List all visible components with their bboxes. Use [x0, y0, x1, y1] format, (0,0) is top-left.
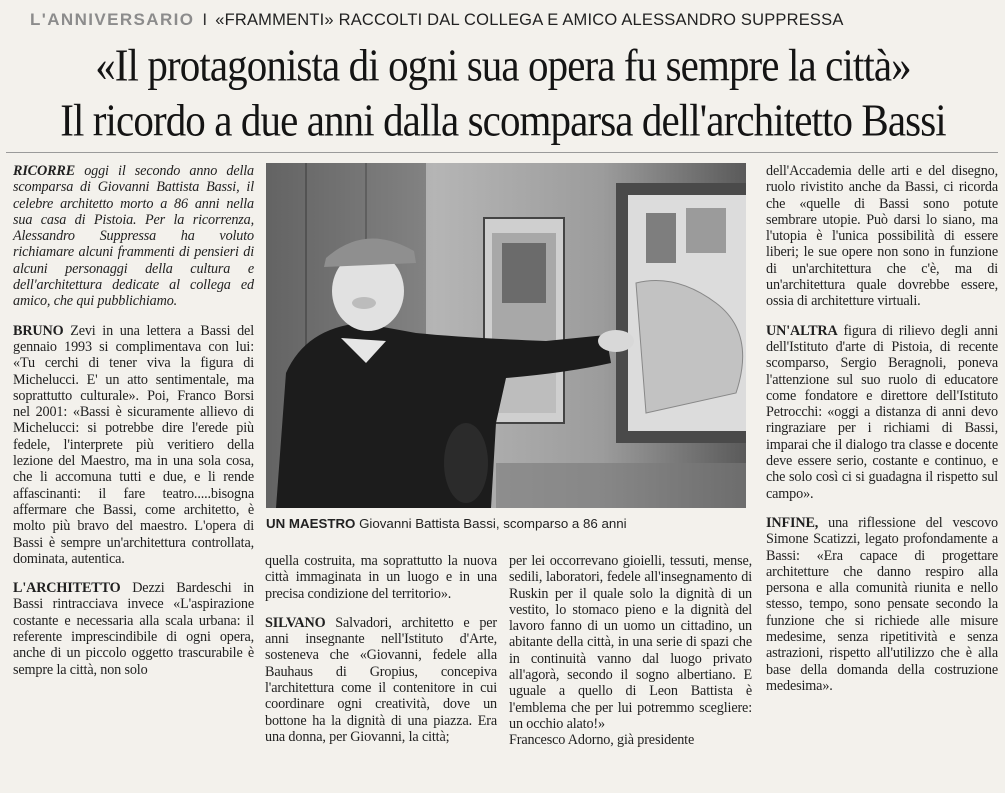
adorno-continued: dell'Accademia delle arti e del disegno, ruolo rivistito anche da Bassi, ci ricorda che «quelle di Bassi sono potute sembrare utopie. Può darsi lo siano, ma l'utopia è l'unica possibilità di essere liberi; le sue opere non sono in funzione di un'architettura che c'è, ma di un'architettura quale dovrebbe essere, ossia di architetture virtuali. [766, 163, 998, 310]
bruno-paragraph [13, 323, 254, 567]
infine-paragraph [766, 515, 998, 694]
architetto-text: Dezzi Bardeschi in Bassi rintracciava invece «L'aspirazione costante e necessaria alla scala urbana: il referente imprescindibile di ogni opera, anche di un piccolo oggetto trascurabile è sempre la città, non solo [13, 580, 254, 678]
altra-text: figura di rilievo degli anni dell'Istituto d'arte di Pistoia, di recente scomparso, Sergio Beragnoli, poneva l'attenzione sul suo ruolo di educatore come fondatore e direttore dell'Istituto Petrocchi: «oggi a distanza di anni devo ringraziare per i richiami di Bassi, imparai che il dialogo tra classe e docente deve essere serio, costante e continuo, e che solo così ci si guadagna il rispetto sul campo». [766, 322, 998, 502]
kicker [30, 8, 990, 32]
column-3 [509, 553, 752, 762]
headline-line-1: «Il protagonista di ogni sua opera fu sempre la città» [95, 40, 911, 91]
photo-bassi [266, 163, 746, 508]
bruno-text: Zevi in una lettera a Bassi del gennaio 1993 si complimentava con lui: «Tu cerchi di tener viva la figura di Michelucci. E' un atto sentimentale, ma soprattutto culturale». Poi, Franco Borsi nel 2001: «Bassi è sicuramente allievo di Michelucci: si potrebbe dire l'erede più fedele, l'interprete più veritiero della lezione del Maestro, ma in una sola cosa, che li accomuna tutti e due, e li rende affascinanti: il fare teatro.....bisogna affermare che Bassi, come architetto, è molto più bravo del maestro. L'opera di Bassi è sempre un'architettura controllata, dominata, autentica. [13, 322, 254, 567]
caption-lead: UN MAESTRO [266, 516, 356, 531]
altra-paragraph [766, 323, 998, 502]
photo-caption [266, 516, 752, 531]
column-4 [766, 163, 998, 707]
silvano-continued: per lei occorrevano gioielli, tessuti, mense, sedili, laboratori, fedele all'insegnamento di Ruskin per il quale solo la dignità di un vestito, lo stomaco pieno e la dignità del lavoro fanno di un uomo un cittadino, un abitante della città, in una serie di spazi che in continuità vanno dal luogo privato all'agorà, secondo il sogno albertiano. E uguale a quello di Leon Battista è l'emblema che per lui potremmo scegliere: un occhio alato!» [509, 553, 752, 732]
infine-lead: INFINE, [766, 514, 819, 531]
infine-text: una riflessione del vescovo Simone Scatizzi, legato profondamente a Bassi: «Era capace di progettare architetture che danno respiro alla persona e alla comunità riunita e nello stesso, tempo, sono pensate secondo la funzione che si richiede alle misure medesime, senza ripetitività e senza astrazioni, rispetto all'utilizzo che è alla base della domanda della costruzione medesima». [766, 514, 998, 694]
kicker-separator: I [202, 10, 208, 29]
kicker-tag: L'ANNIVERSARIO [30, 10, 195, 29]
intro-paragraph [13, 163, 254, 310]
silvano-paragraph [265, 615, 497, 745]
silvano-lead: SILVANO [265, 614, 326, 631]
column-2 [265, 553, 497, 758]
headline-line-2: Il ricordo a due anni dalla scomparsa dell'architetto Bassi [60, 95, 946, 146]
headline-rule [6, 152, 998, 153]
kicker-text: «FRAMMENTI» RACCOLTI DAL COLLEGA E AMICO ALESSANDRO SUPPRESSA [215, 11, 844, 29]
column-1 [13, 163, 254, 691]
photo-illustration [266, 163, 746, 508]
intro-text: oggi il secondo anno della scomparsa di Giovanni Battista Bassi, il celebre architetto morto a 86 anni nella sua casa di Pistoia. Per la ricorrenza, Alessandro Suppressa ha voluto richiamare alcuni frammenti di pensieri di alcuni personaggi della cultura e dell'architettura dedicate al collega ed amico, che qui pubblichiamo. [13, 163, 254, 310]
altra-lead: UN'ALTRA [766, 322, 838, 339]
architetto-continued: quella costruita, ma soprattutto la nuova città immaginata in un luogo e in una precisa condizione del territorio». [265, 553, 497, 602]
adorno-start: Francesco Adorno, già presidente [509, 732, 695, 749]
architetto-lead: L'ARCHITETTO [13, 580, 121, 597]
caption-text: Giovanni Battista Bassi, scomparso a 86 anni [355, 516, 627, 531]
architetto-paragraph [13, 580, 254, 678]
bruno-lead: BRUNO [13, 322, 64, 339]
intro-lead: RICORRE [13, 163, 76, 179]
silvano-text: Salvadori, architetto e per anni insegnante nell'Istituto d'Arte, sosteneva che «Giovanni, fedele alla Bauhaus di Gropius, concepiva l'architettura come il contenitore in cui coordinare ogni creatività, dove un bottone ha la dignità di una piazza. Era una donna, per Giovanni, la città; [265, 614, 497, 745]
